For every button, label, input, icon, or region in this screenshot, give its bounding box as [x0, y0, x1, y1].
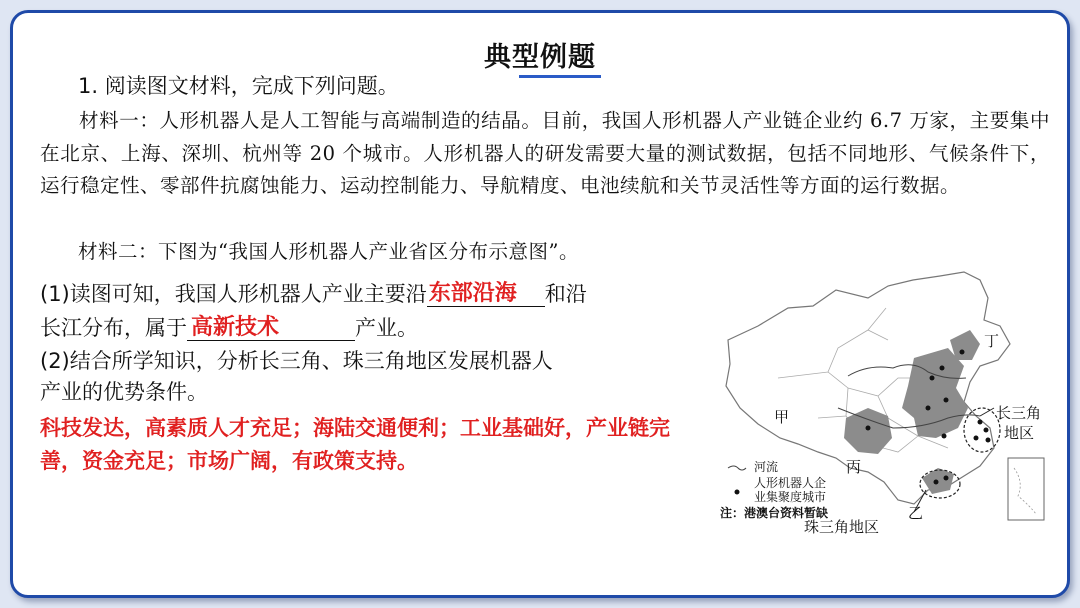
question-heading: 1. 阅读图文材料，完成下列问题。: [78, 74, 399, 98]
q1-line1: [40, 278, 587, 308]
q1-answer-1: 东部沿海: [428, 281, 517, 306]
legend-note: 注：港澳台资料暂缺: [720, 506, 829, 520]
material-one: 材料一：人形机器人是人工智能与高端制造的结晶。目前，我国人形机器人产业链企业约 6.7 万家，主要集中在北京、上海、深圳、杭州等 20 个城市。人形机器人的研发需要大量的测试数据，包括不同地形、气候条件下，运行稳定性、零部件抗腐蚀能力、运动控制能力、导航精度、电池续航和关节灵活性等方面的运行数据。: [40, 109, 1050, 197]
map-legend: [720, 458, 870, 520]
q1-text-a: (1)读图可知，我国人形机器人产业主要沿: [40, 282, 427, 306]
q2-line2: 产业的优势条件。: [40, 380, 208, 404]
q2-answer: 科技发达，高素质人才充足；海陆交通便利；工业基础好，产业链完善，资金充足；市场广阔，有政策支持。: [40, 416, 670, 473]
map-label-yrd-1: 长三角: [996, 404, 1042, 422]
legend-city-1: 人形机器人企: [754, 476, 827, 490]
map-label-prd: 珠三角地区: [804, 518, 880, 536]
map-label-ding: 丁: [984, 332, 1000, 350]
q1-blank-1: [427, 282, 545, 307]
map-label-jia: 甲: [774, 408, 790, 426]
china-map: [718, 268, 1048, 538]
legend-city-2: 业集聚度城市: [754, 490, 827, 504]
q2-line1: (2)结合所学知识，分析长三角、珠三角地区发展机器人: [40, 349, 553, 373]
legend-symbols: [726, 464, 748, 504]
map-label-bing: 丙: [846, 458, 862, 476]
q1-text-b: 和沿: [544, 282, 587, 306]
map-label-yi: 乙: [908, 504, 924, 522]
q1-text-d: 产业。: [355, 316, 418, 340]
map-label-yrd-2: 地区: [1004, 424, 1035, 442]
south-sea-inset: [1008, 458, 1044, 520]
q1-text-c: 长江分布，属于: [40, 316, 187, 340]
q1-answer-2: 高新技术: [191, 315, 280, 340]
q1-blank-2: [187, 316, 355, 341]
legend-river: 河流: [754, 460, 779, 474]
slide-title: 典型例题: [484, 42, 596, 73]
title-underline: [519, 75, 601, 78]
material-two: 材料二：下图为“我国人形机器人产业省区分布示意图”。: [78, 240, 579, 263]
q1-line2: [40, 312, 418, 342]
